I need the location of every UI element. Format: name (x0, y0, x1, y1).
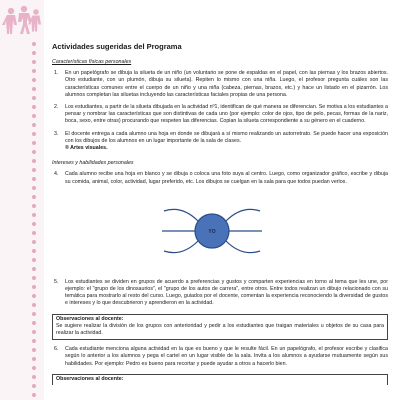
item-number: 3. (54, 130, 59, 137)
organizer-svg (122, 191, 302, 271)
children-figures-icon (2, 2, 44, 42)
margin-dot (32, 258, 36, 262)
margin-dot (32, 60, 36, 64)
item-text: En un papelógrafo se dibuja la silueta de un niño (un voluntario se pone de espaldas en el papel, con las piernas y los brazos abiertos. Otro estudiante, con un plumón, dibuja su silueta). Repiten lo mismo con una niña. Luego, el profesor pregunta cuáles son las características comunes entre el cuerpo de un niño y una niña (cabeza, piernas, brazos, etc.) y hace un listado en el pizarrón. Los alumnos completan las siluetas incluyendo las características faciales propias de una persona. (65, 70, 388, 98)
activity-item (52, 279, 388, 308)
margin-dot (32, 204, 36, 208)
margin-dot (32, 240, 36, 244)
margin-dot (32, 267, 36, 271)
dotted-margin-line (30, 42, 38, 400)
item-text-wrap (65, 131, 388, 153)
margin-dot (32, 321, 36, 325)
margin-dot (32, 195, 36, 199)
item-number: 2. (54, 104, 59, 111)
margin-dot (32, 51, 36, 55)
margin-dot (32, 42, 36, 46)
margin-dot (32, 330, 36, 334)
margin-dot (32, 69, 36, 73)
margin-dot (32, 123, 36, 127)
section-subtitle: Intereses y habilidades personales (52, 160, 134, 167)
organizer-label: YO (208, 228, 216, 235)
margin-dot (32, 168, 36, 172)
observation-text: Se sugiere realizar la división de los grupos con anterioridad y pedir a los estudiantes que traigan materiales u objetos de su casa para realizar la actividad. (56, 322, 384, 337)
margin-dot (32, 87, 36, 91)
margin-dot (32, 348, 36, 352)
item-text: El docente entrega a cada alumno una hoja en donde se dibujará a sí mismo realizando un autorretrato. Se puede hacer una exposición con los dibujos de los alumnos en un lugar importante de la sala de clases. (65, 130, 388, 144)
margin-dot (32, 312, 36, 316)
activity-item (52, 346, 388, 368)
margin-dot (32, 375, 36, 379)
margin-dot (32, 177, 36, 181)
margin-dot (32, 159, 36, 163)
item-number: 1. (54, 70, 59, 77)
margin-dot (32, 303, 36, 307)
section-subtitle: Características físicas personales (52, 59, 132, 65)
page-title: Actividades sugeridas del Programa (52, 42, 182, 51)
activity-item (52, 171, 388, 185)
margin-dot (32, 96, 36, 100)
margin-dot (32, 213, 36, 217)
margin-dot (32, 339, 36, 343)
activity-item (52, 104, 388, 126)
activity-item (52, 70, 388, 99)
teacher-observation-box (52, 314, 388, 341)
margin-dot (32, 285, 36, 289)
item-number: 4. (54, 171, 59, 178)
activity-item (52, 131, 388, 153)
margin-dot (32, 393, 36, 397)
margin-dot (32, 150, 36, 154)
observation-title: Observaciones al docente: (56, 375, 124, 382)
margin-dot (32, 294, 36, 298)
margin-dot (32, 222, 36, 226)
margin-dot (32, 357, 36, 361)
item-number: 5. (54, 278, 59, 285)
margin-dot (32, 186, 36, 190)
sidebar-decoration (0, 0, 44, 400)
margin-dot (32, 78, 36, 82)
item-text: Cada alumno recibe una hoja en blanco y se dibuja o coloca una foto suya al centro. Luego, como organizador gráfico, escribe y dibuja su comida, animal, color, actividad, lugar preferido, etc. Los dibujos se cuelgan en la sala para que todos puedan verlos. (65, 171, 388, 185)
margin-dot (32, 249, 36, 253)
margin-dot (32, 276, 36, 280)
graphic-organizer-diagram (122, 191, 302, 271)
document-body (52, 30, 388, 391)
margin-dot (32, 141, 36, 145)
margin-dot (32, 132, 36, 136)
teacher-observation-box (52, 374, 388, 385)
item-text: Los estudiantes, a partir de la silueta dibujada en la actividad nº1, identifican de qué manera se diferencian. Se motiva a los estudiantes a pensar y nombrar las características que son distintivas de cada uno (por ejemplo: color de ojos, tipo de pelo, pecas, formas de la nariz, boca, sexo, entre otras) procurando que respeten las diferencias. Copian la silueta correspondiente a su género en el cuaderno. (65, 104, 388, 125)
margin-dot (32, 384, 36, 388)
item-text: Los estudiantes se dividen en grupos de acuerdo a preferencias y gustos y comparten experiencias en torno al tema que les une, por ejemplo: el "grupo de los dinosaurios", el "grupo de los autos de carrera", entre otros. Entre todos realizan un dibujo relacionado con su temática para mostrarlo al resto del curso. Luego, guiados por el docente, comentan la experiencia reconociendo la diversidad de gustos e intereses y lo que descubrieron y aprendieron en la actividad. (65, 278, 388, 307)
margin-dot (32, 105, 36, 109)
item-text: Cada estudiante menciona alguna actividad en la que es bueno y que le resulte fácil. En un papelógrafo, el profesor escribe y clasifica según lo anterior a los alumnos y pega el cartel en un lugar visible de la sala. Invita a los alumnos a ayudarse mutuamente según sus habilidades. Por ejemplo: Pedro es bueno para recortar y puede ayudar a otros a hacerlo bien. (65, 346, 388, 367)
observation-title: Observaciones al docente: (56, 315, 124, 322)
subject-link-note: ® Artes visuales. (65, 145, 108, 152)
margin-dot (32, 231, 36, 235)
item-number: 6. (54, 346, 59, 353)
margin-dot (32, 366, 36, 370)
margin-dot (32, 114, 36, 118)
